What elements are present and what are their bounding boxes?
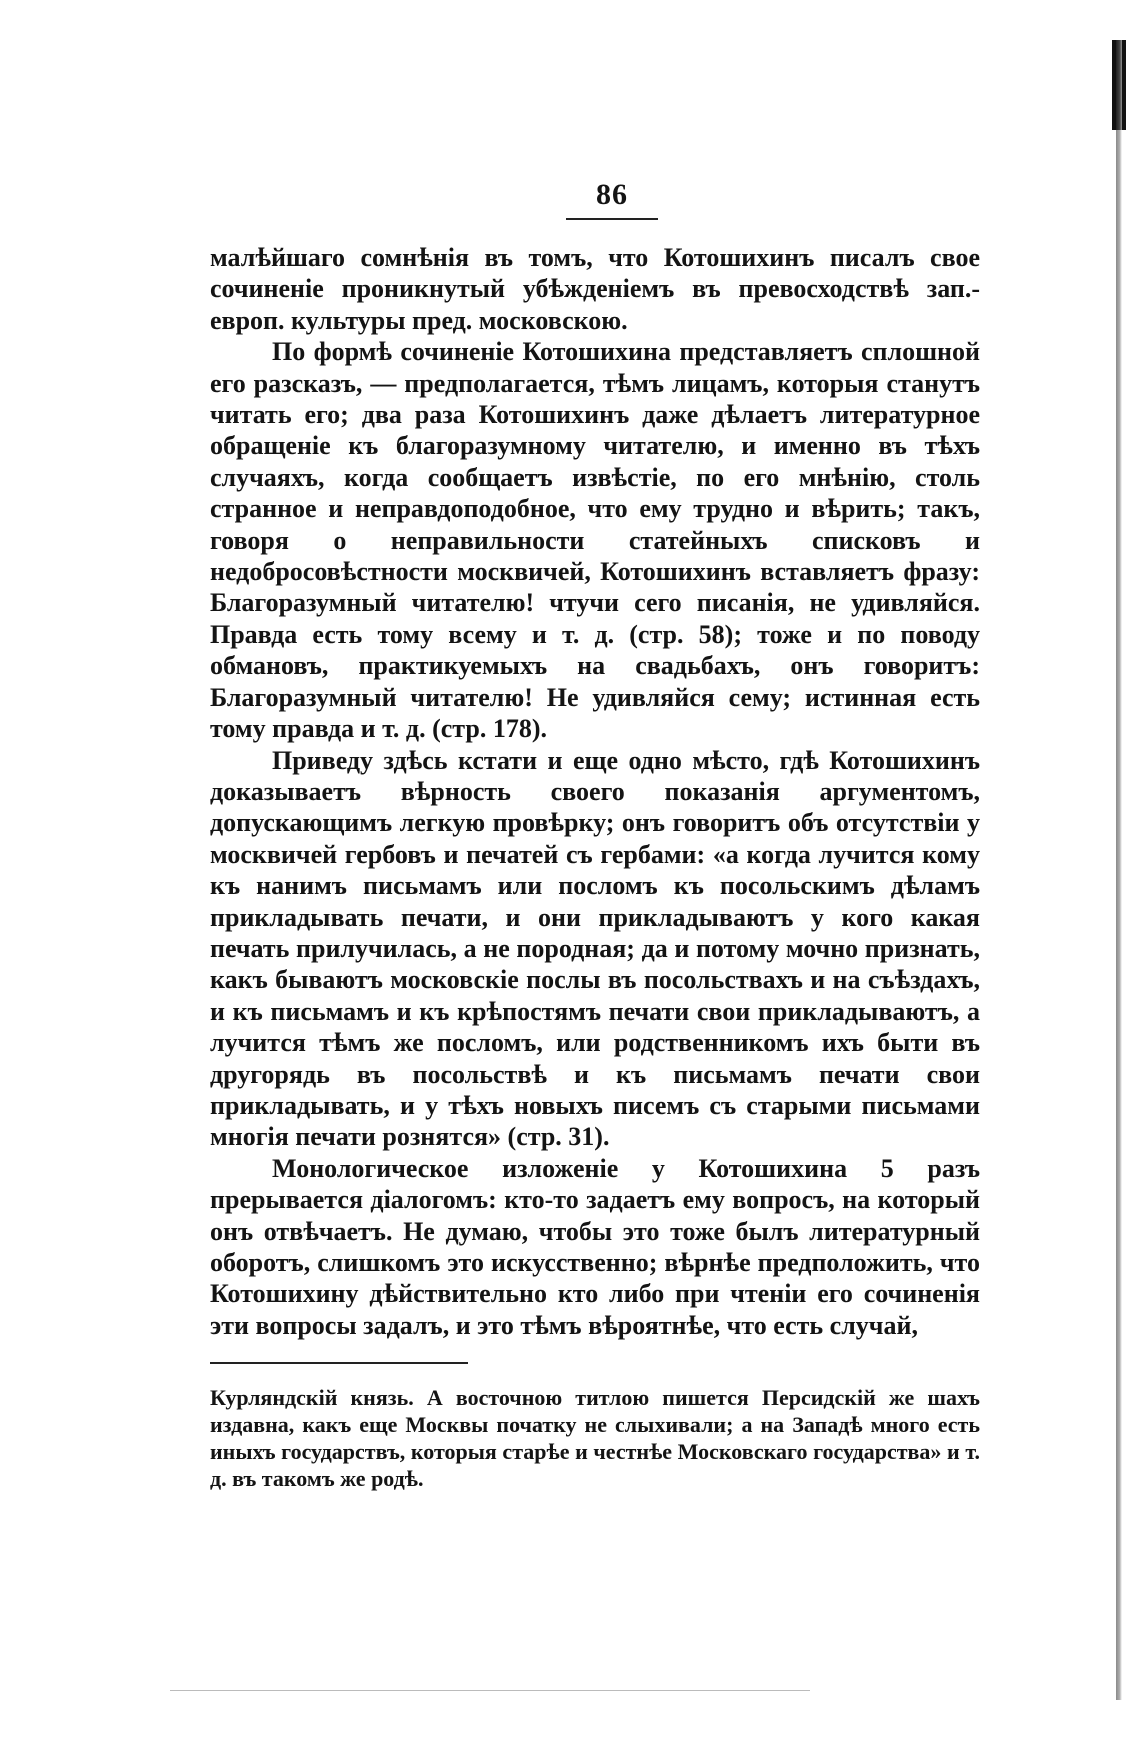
paragraph-continued: малѣйшаго сомнѣнія въ томъ, что Котошихинъ писалъ свое сочиненіе проникнутый убѣжденіемъ въ превосходствѣ зап.-европ. культуры пред. московскою. — [210, 243, 980, 335]
scan-edge-shadow — [1116, 40, 1122, 1700]
page-number: 86 — [596, 178, 628, 211]
paragraph-seals: Приведу здѣсь кстати и еще одно мѣсто, гдѣ Котошихинъ доказываетъ вѣрность своего показанія аргументомъ, допускающимъ легкую провѣрку; онъ говоритъ объ отсутствіи у москвичей гербовъ и печатей съ гербами: «а когда лучится кому къ нанимъ письмамъ или посломъ къ посольскимъ дѣламъ прикладывать печати, и они прикладываютъ у кого какая печать прилучилась, а не породная; да и потому мочно признать, какъ бываютъ московскіе послы въ посольствахъ и на съѣздахъ, и къ письмамъ и къ крѣпостямъ печати свои прикладываютъ, а лучится тѣмъ же посломъ, или родственникомъ ихъ быти въ другорядь въ посольствѣ и къ письмамъ печати свои прикладывать, и у тѣхъ новыхъ писемъ съ старыми письмами многія печати рознятся» (стр. 31). — [210, 745, 980, 1152]
paragraph-dialogue: Монологическое изложеніе у Котошихина 5 разъ прерывается діалогомъ: кто-то задаетъ ему вопросъ, на который онъ отвѣчаетъ. Не думаю, чтобы это тоже былъ литературный оборотъ, слишкомъ это искусственно; вѣрнѣе предположить, что Котошихину дѣйствительно кто либо при чтеніи его сочиненія эти вопросы задалъ, и это тѣмъ вѣроятнѣе, что есть случай, — [210, 1153, 980, 1340]
footnote-text: Курляндскій князь. А восточною титлою пишется Персидскій же шахъ издавна, какъ еще Москвы початку не слыхивали; а на Западѣ много есть иныхъ государствъ, которыя старѣе и честнѣе Московскаго государства» и т. д. въ такомъ же родѣ. — [210, 1385, 980, 1491]
bottom-scan-line — [170, 1690, 810, 1691]
footnote — [210, 1384, 980, 1492]
main-text — [210, 242, 980, 1341]
page-number-underline — [566, 218, 658, 220]
paragraph-form-of-work: По формѣ сочиненіе Котошихина представляетъ сплошной его разсказъ, — предполагается, тѣмъ лицамъ, которыя станутъ читать его; два раза Котошихинъ даже дѣлаетъ литературное обращеніе къ благоразумному читателю, и именно въ тѣхъ случаяхъ, когда сообщаетъ извѣстіе, по его мнѣнію, столь странное и неправдоподобное, что ему трудно и вѣрить; такъ, говоря о неправильности статейныхъ списковъ и недобросовѣстности москвичей, Котошихинъ вставляетъ фразу: Благоразумный читателю! чтучи сего писанія, не удивляйся. Правда есть тому всему и т. д. (стр. 58); тоже и по поводу обмановъ, практикуемыхъ на свадьбахъ, онъ говоритъ: Благоразумный читателю! Не удивляйся сему; истинная есть тому правда и т. д. (стр. 178). — [210, 337, 980, 744]
footnote-separator — [210, 1362, 468, 1364]
